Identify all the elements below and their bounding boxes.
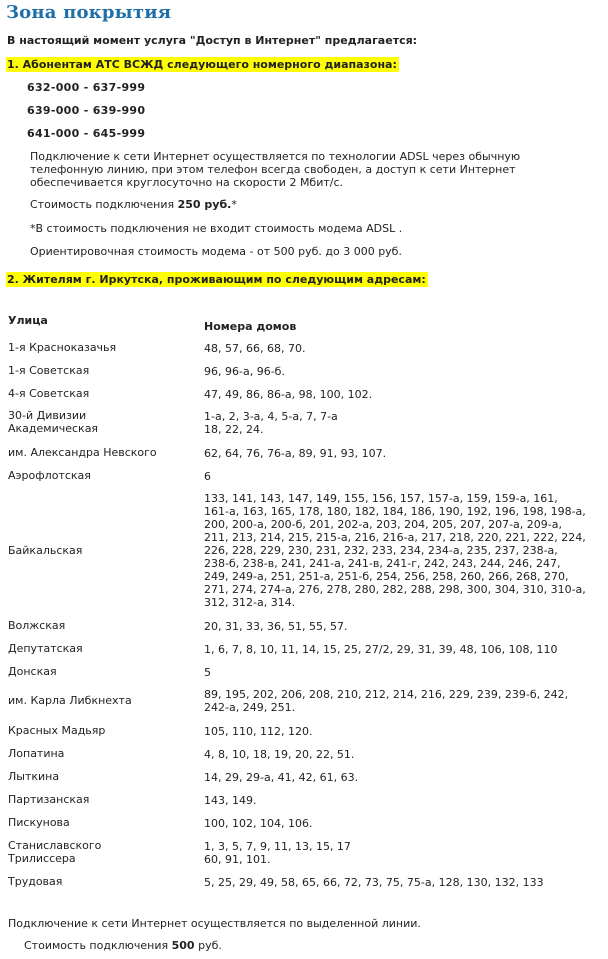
house-numbers: 96, 96-а, 96-б. [204, 365, 285, 378]
street-name: Байкальская [8, 544, 83, 557]
column-header-houses: Номера домов [204, 320, 297, 333]
house-numbers: 47, 49, 86, 86-а, 98, 100, 102. [204, 388, 373, 401]
page-title: Зона покрытия [6, 2, 172, 23]
house-numbers: 143, 149. [204, 794, 257, 807]
number-range-2: 639-000 - 639-990 [27, 104, 146, 117]
adsl-description-line2: телефонную линию, при этом телефон всегда свободен, а доступ к сети Интернет [30, 163, 516, 176]
adsl-description-line3: обеспечивается круглосуточно на скорости 2 Мбит/с. [30, 176, 344, 189]
street-name: Станиславского Трилиссера [8, 839, 102, 865]
adsl-description-line1: Подключение к сети Интернет осуществляется по технологии ADSL через обычную [30, 150, 521, 163]
connection-cost-asterisk: * [231, 198, 237, 211]
street-name: им. Александра Невского [8, 446, 157, 459]
street-name: Партизанская [8, 793, 90, 806]
section2-heading: 2. Жителям г. Иркутска, проживающим по следующим адресам: [7, 273, 426, 286]
dedicated-line-cost [24, 939, 222, 952]
house-numbers: 133, 141, 143, 147, 149, 155, 156, 157, 157-а, 159, 159-а, 161, 161-а, 163, 165, 178, 180, 182, 184, 186, 190, 192, 196, 198, 198-а, 200, 200-а, 200-б, 201, 202-а, 203, 204, 205, 207, 207-а, 209-а, 211, 213, 214, 215, 215-а, 216, 216-а, 217, 218, 220, 221, 222, 224, 226, 228, 229, 230, 231, 232, 233, 234, 234-а, 235, 237, 238-а, 238-б, 238-в, 241, 241-а, 241-в, 241-г, 242, 243, 244, 246, 247, 249, 249-а, 251, 251-а, 251-б, 254, 256, 258, 260, 266, 268, 270, 271, 274, 274-а, 276, 278, 280, 282, 288, 298, 300, 304, 310, 310-а, 312, 312-а, 314. [204, 492, 586, 609]
street-name: 1-я Советская [8, 364, 90, 377]
intro-text: В настоящий момент услуга "Доступ в Интернет" предлагается: [7, 34, 418, 47]
connection-cost [30, 198, 237, 211]
dedicated-cost-currency: руб. [198, 939, 222, 952]
dedicated-cost-value: 500 [171, 939, 195, 952]
house-numbers: 62, 64, 76, 76-а, 89, 91, 93, 107. [204, 447, 387, 460]
column-header-street: Улица [8, 314, 48, 327]
house-numbers: 89, 195, 202, 206, 208, 210, 212, 214, 216, 229, 239, 239-б, 242, 242-а, 249, 251. [204, 688, 569, 714]
street-name: Волжская [8, 619, 66, 632]
street-name: Лопатина [8, 747, 65, 760]
house-numbers: 4, 8, 10, 18, 19, 20, 22, 51. [204, 748, 355, 761]
house-numbers: 5, 25, 29, 49, 58, 65, 66, 72, 73, 75, 75-а, 128, 130, 132, 133 [204, 876, 544, 889]
street-name: 30-й Дивизии Академическая [8, 409, 99, 435]
street-name: Пискунова [8, 816, 70, 829]
modem-note: *В стоимость подключения не входит стоимость модема ADSL . [30, 222, 403, 235]
modem-price: Ориентировочная стоимость модема - от 500 руб. до 3 000 руб. [30, 245, 402, 258]
house-numbers: 20, 31, 33, 36, 51, 55, 57. [204, 620, 348, 633]
dedicated-cost-label: Стоимость подключения [24, 939, 169, 952]
house-numbers: 5 [204, 666, 211, 679]
house-numbers: 100, 102, 104, 106. [204, 817, 313, 830]
street-name: 4-я Советская [8, 387, 90, 400]
dedicated-line-text: Подключение к сети Интернет осуществляется по выделенной линии. [8, 917, 421, 930]
house-numbers: 14, 29, 29-а, 41, 42, 61, 63. [204, 771, 359, 784]
street-name: Красных Мадьяр [8, 724, 106, 737]
section1-heading: 1. Абонентам АТС ВСЖД следующего номерного диапазона: [7, 58, 397, 71]
number-range-3: 641-000 - 645-999 [27, 127, 146, 140]
street-name: им. Карла Либкнехта [8, 694, 132, 707]
connection-cost-value: 250 руб. [177, 198, 232, 211]
house-numbers: 48, 57, 66, 68, 70. [204, 342, 306, 355]
street-name: 1-я Красноказачья [8, 341, 117, 354]
house-numbers: 1-а, 2, 3-а, 4, 5-а, 7, 7-а 18, 22, 24. [204, 410, 338, 436]
house-numbers: 1, 6, 7, 8, 10, 11, 14, 15, 25, 27/2, 29, 31, 39, 48, 106, 108, 110 [204, 643, 558, 656]
house-numbers: 105, 110, 112, 120. [204, 725, 313, 738]
street-name: Лыткина [8, 770, 60, 783]
street-name: Донская [8, 665, 57, 678]
street-name: Депутатская [8, 642, 83, 655]
connection-cost-label: Стоимость подключения [30, 198, 175, 211]
street-name: Аэрофлотская [8, 469, 91, 482]
house-numbers: 6 [204, 470, 211, 483]
street-name: Трудовая [8, 875, 63, 888]
adsl-description [30, 150, 520, 189]
number-range-1: 632-000 - 637-999 [27, 81, 146, 94]
house-numbers: 1, 3, 5, 7, 9, 11, 13, 15, 17 60, 91, 101. [204, 840, 351, 866]
